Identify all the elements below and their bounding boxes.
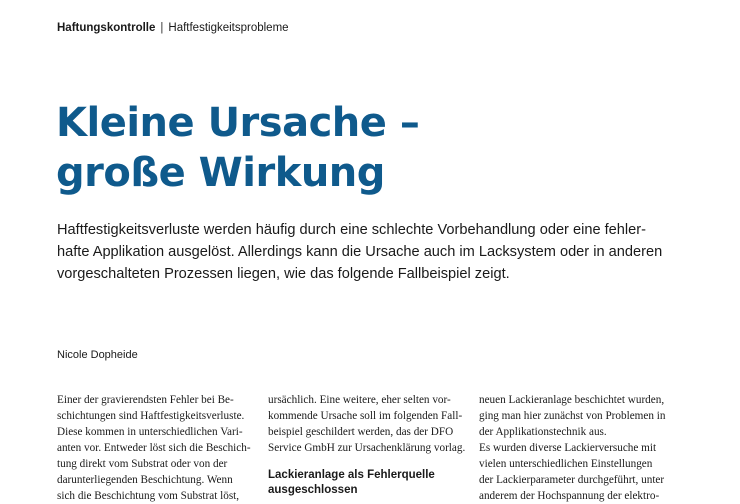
body-line: ging man hier zunächst von Problemen in	[479, 410, 666, 422]
body-column-2	[268, 392, 466, 498]
body-line: der Lackierparameter durchgeführt, unter	[479, 474, 665, 486]
body-line: Diese kommen in unterschiedlichen Vari-	[57, 426, 243, 438]
body-line: der Applikationstechnik aus.	[479, 426, 607, 438]
article-title	[56, 98, 419, 198]
lead-line: Haftfestigkeitsverluste werden häufig durch eine schlechte Vorbehandlung oder eine fehler-	[57, 222, 646, 238]
body-line: Es wurden diverse Lackierversuche mit	[479, 442, 657, 454]
body-line: anderem der Hochspannung der elektro-	[479, 490, 660, 502]
body-line: vielen unterschiedlichen Einstellungen	[479, 458, 653, 470]
lead-line: vorgeschalteten Prozessen liegen, wie das folgende Fallbeispiel zeigt.	[57, 266, 510, 282]
body-line: kommende Ursache soll im folgenden Fall-	[268, 410, 463, 422]
body-line: neuen Lackieranlage beschichtet wurden,	[479, 394, 665, 406]
body-line: Einer der gravierendsten Fehler bei Be-	[57, 394, 234, 406]
body-line: beispiel geschildert werden, das der DFO	[268, 426, 454, 438]
section-heading	[268, 468, 466, 498]
running-header	[57, 22, 289, 34]
title-line-1: Kleine Ursache –	[56, 100, 420, 146]
body-line: schichtungen sind Haftfestigkeitsverluste.	[57, 410, 245, 422]
section-heading-line: Lackieranlage als Fehlerquelle	[268, 469, 435, 481]
body-column-3	[479, 392, 677, 504]
lead-paragraph	[57, 219, 697, 285]
lead-line: hafte Applikation ausgelöst. Allerdings kann die Ursache auch im Lacksystem oder in anderen	[57, 244, 663, 260]
body-line: tung direkt vom Substrat oder von der	[57, 458, 228, 470]
body-line: sich die Beschichtung vom Substrat löst,	[57, 490, 240, 502]
body-line: darunterliegenden Beschichtung. Wenn	[57, 474, 233, 486]
body-column-1	[57, 392, 255, 504]
header-separator: |	[160, 22, 164, 34]
title-line-2: große Wirkung	[56, 150, 385, 196]
header-section: Haftungskontrolle	[57, 22, 156, 34]
header-topic: Haftfestigkeitsprobleme	[168, 22, 289, 34]
body-line: Service GmbH zur Ursachenklärung vorlag.	[268, 442, 466, 454]
section-heading-line: ausgeschlossen	[268, 484, 358, 496]
author-byline: Nicole Dopheide	[57, 349, 138, 361]
body-line: ursächlich. Eine weitere, eher selten vor-	[268, 394, 451, 406]
body-line: anten vor. Entweder löst sich die Beschich-	[57, 442, 251, 454]
